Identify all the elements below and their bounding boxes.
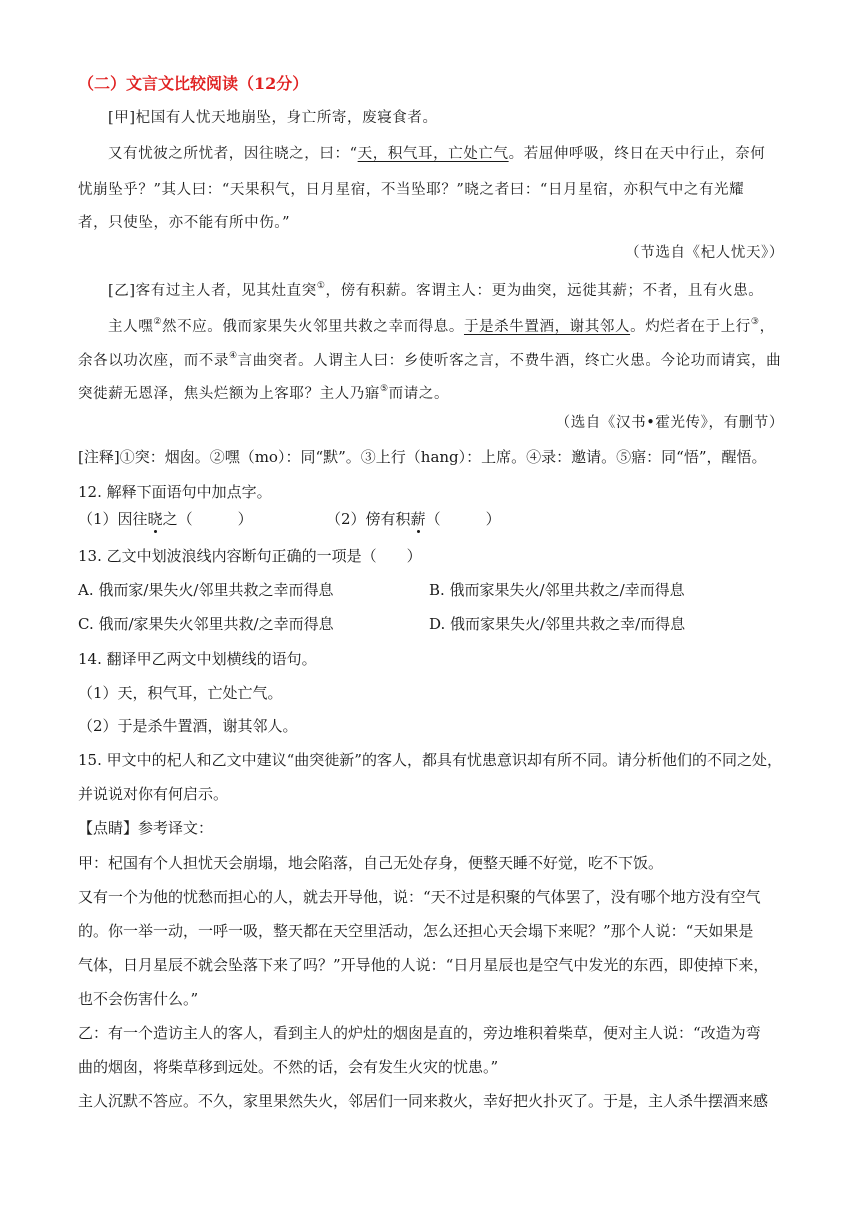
q12-item-text: （1）因往: [78, 510, 148, 528]
yi-paragraph-2-line-1: [108, 312, 784, 337]
question-13-option-a: A. 俄而家/果失火/邻里共救之幸而得息: [78, 581, 334, 599]
q12-item-blank: 之（ ）: [162, 510, 253, 528]
translation-yi-line-2: 曲的烟囱，将柴草移到远处。不然的话，会有发生火灾的忧患。”: [78, 1058, 499, 1076]
question-13-option-c: C. 俄而/家果失火邻里共救/之幸而得息: [78, 615, 334, 633]
question-12-stem: 12. 解释下面语句中加点字。: [78, 483, 272, 501]
annotation-note: [注释]①突：烟囱。②嘿（mo）：同“默”。③上行（hang）：上席。④录：邀请。⑤寤：同“悟”，醒悟。: [78, 448, 767, 466]
question-13-stem: 13. 乙文中划波浪线内容断句正确的一项是（ ）: [78, 547, 422, 565]
jia-underlined-sentence: 天，积气耳，亡处亡气: [357, 146, 509, 162]
yi-source: （选自《汉书•霍光传》，有删节）: [555, 415, 784, 431]
jia-paragraph-1: [甲]杞国有人忧天地崩坠，身亡所寄，废寝食者。: [108, 110, 438, 126]
translation-yi-line-3: 主人沉默不答应。不久，家里果然失火，邻居们一同来救火，幸好把火扑灭了。于是，主人杀牛摆酒来感: [78, 1092, 769, 1110]
yi-text: [乙]客有过主人者，见其灶直突: [108, 283, 317, 299]
yi-text: 突徙薪无恩泽，焦头烂额为上客耶？主人乃寤: [78, 386, 380, 402]
question-14-item-1: （1）天，积气耳，亡处亡气。: [78, 684, 283, 702]
yi-paragraph-2-line-2: [78, 346, 784, 371]
translation-yi-line-1: 乙：有一个造访主人的客人，看到主人的炉灶的烟囱是直的，旁边堆积着柴草，便对主人说：“改造为弯: [78, 1024, 761, 1042]
footnote-mark: ④: [229, 351, 238, 361]
yi-text: ，傍有积薪。客谓主人：更为曲突，远徙其薪；不者，且有火患。: [325, 283, 764, 299]
dotted-character: 薪: [410, 510, 426, 528]
jia-paragraph-2-line-3: 者，只使坠，亦不能有所中伤。”: [78, 215, 291, 231]
yi-text: 然不应。俄而家果失火邻里共救之幸而得息。: [161, 319, 464, 335]
yi-text: 余各以功次座，而不录: [78, 353, 229, 369]
question-14-stem: 14. 翻译甲乙两文中划横线的语句。: [78, 650, 317, 668]
yi-text: 主人嘿: [108, 319, 154, 335]
question-15-line-2: 并说说对你有何启示。: [78, 785, 229, 803]
translation-jia-line-1: 甲：杞国有个人担忧天会崩塌，地会陷落，自己无处存身，便整天睡不好觉，吃不下饭。: [78, 854, 664, 872]
yi-paragraph-2-line-3: [78, 379, 784, 404]
jia-text: 。若屈伸呼吸，终日在天中行止，奈何: [508, 146, 766, 162]
yi-text: 。灼烂者在于上行: [630, 319, 751, 335]
question-12-item-1: [78, 509, 253, 529]
translation-jia-line-4: 气体，日月星辰不就会坠落下来了吗？”开导他的人说：“日月星辰也是空气中发光的东西，即使掉下来，: [78, 956, 769, 974]
dotted-character: 晓: [147, 510, 163, 528]
q12-item-blank: （ ）: [425, 510, 501, 528]
translation-jia-line-5: 也不会伤害什么。”: [78, 990, 199, 1008]
jia-text: 又有忧彼之所忧者，因往晓之，曰：“: [108, 146, 358, 162]
jia-source: （节选自《杞人忧天》）: [625, 245, 784, 261]
footnote-mark: ②: [153, 317, 162, 327]
yi-text: 而请之。: [388, 386, 450, 402]
question-14-item-2: （2）于是杀牛置酒，谢其邻人。: [78, 717, 298, 735]
q12-item-text: （2）傍有积: [326, 510, 411, 528]
yi-underlined-sentence: 于是杀牛置酒，谢其邻人: [463, 319, 631, 335]
question-15-line-1: 15. 甲文中的杞人和乙文中建议“曲突徙新”的客人，都具有忧患意识却有所不同。请分析他们的不同之处，: [78, 751, 782, 769]
footnote-mark: ③: [750, 317, 760, 327]
question-13-option-b: B. 俄而家果失火/邻里共救之/幸而得息: [429, 581, 685, 599]
jia-paragraph-2-line-2: 忧崩坠乎？”其人曰：“天果积气，日月星宿，不当坠耶？”晓之者曰：“日月星宿，亦积气中之有光耀: [78, 182, 745, 198]
translation-jia-line-3: 的。你一举一动，一呼一吸，整天都在天空里活动，怎么还担心天会塌下来呢？”那个人说：“天如果是: [78, 922, 754, 940]
question-13-option-d: D. 俄而家果失火/邻里共救之幸/而得息: [429, 615, 686, 633]
footnote-mark: ⑤: [380, 384, 389, 394]
jia-paragraph-2-line-1: [108, 144, 784, 164]
translation-jia-line-2: 又有一个为他的忧愁而担心的人，就去开导他，说：“天不过是积聚的气体罢了，没有哪个地方没有空气: [78, 888, 761, 906]
question-12-item-2: [326, 509, 501, 529]
section-title: （二）文言文比较阅读（12分）: [78, 74, 309, 93]
yi-text: ，: [759, 319, 775, 335]
yi-text: 言曲突者。人谓主人曰：乡使听客之言，不费牛酒，终亡火患。今论功而请宾，曲: [237, 353, 782, 369]
footnote-mark: ①: [316, 281, 326, 291]
dianjing-heading: 【点睛】参考译文：: [78, 819, 214, 837]
yi-paragraph-1: [108, 276, 784, 301]
